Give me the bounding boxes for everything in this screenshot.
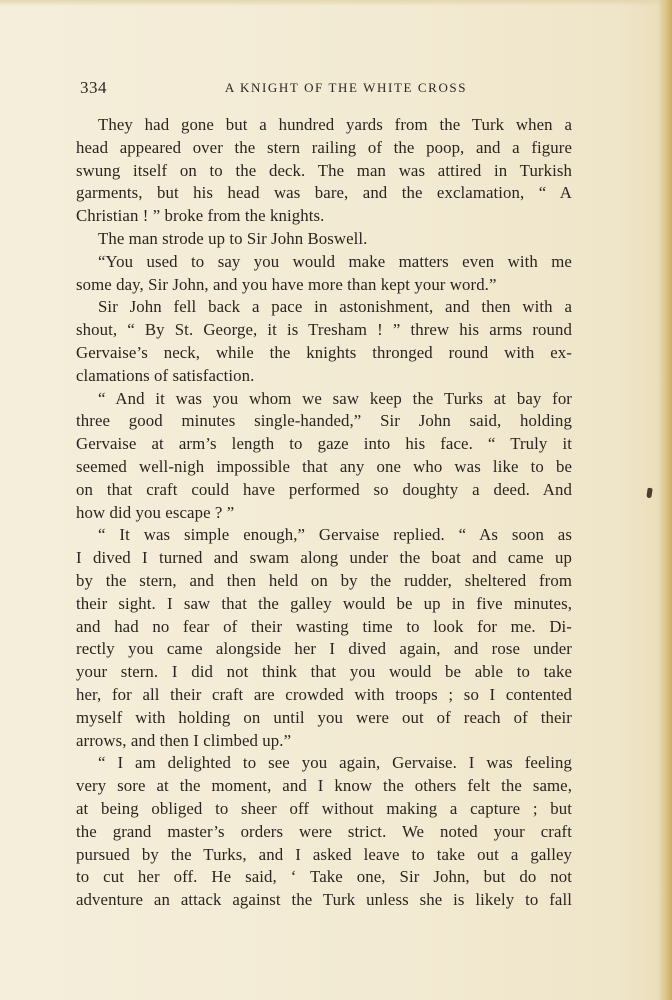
text-line: The man strode up to Sir John Boswell. — [98, 228, 368, 248]
text-line: rectly you came alongside her I dived again, and rose under — [76, 639, 572, 659]
running-title: A KNIGHT OF THE WHITE CROSS — [224, 80, 468, 95]
text-line: “ I am delighted to see you again, Gervaise. I was feeling — [98, 753, 572, 773]
text-line: head appeared over the stern railing of the poop, and a figure — [76, 137, 572, 157]
text-line: the grand master’s orders were strict. We noted your craft — [76, 821, 572, 841]
text-line: on that craft could have performed so doughty a deed. And — [76, 479, 572, 499]
text-line: adventure an attack against the Turk unless she is likely to fall — [76, 890, 572, 910]
text-line: their sight. I saw that the galley would be up in five minutes, — [76, 593, 572, 613]
running-header — [80, 78, 572, 100]
text-line: They had gone but a hundred yards from the Turk when a — [98, 115, 572, 134]
text-line: “ It was simple enough,” Gervaise replied. “ As soon as — [98, 525, 572, 545]
text-line: some day, Sir John, and you have more than kept your word.” — [76, 274, 497, 294]
text-line: by the stern, and then held on by the rudder, sheltered from — [76, 570, 572, 590]
text-line: clamations of satisfaction. — [76, 365, 255, 385]
text-line: three good minutes single-handed,” Sir John said, holding — [76, 411, 572, 431]
page-number: 334 — [80, 78, 107, 97]
text-line: arrows, and then I climbed up.” — [76, 730, 292, 750]
text-line: her, for all their craft are crowded with troops ; so I contented — [76, 684, 572, 704]
text-line: seemed well-nigh impossible that any one who was like to be — [76, 456, 572, 476]
text-line: Gervaise’s neck, while the knights thronged round with ex- — [76, 342, 572, 362]
text-line: and had no fear of their wasting time to look for me. Di- — [76, 616, 572, 636]
margin-ink-mark — [646, 488, 652, 499]
text-line: Christian ! ” broke from the knights. — [76, 206, 325, 226]
page-top-edge — [0, 0, 672, 6]
text-line: Gervaise at arm’s length to gaze into his face. “ Truly it — [76, 434, 572, 454]
text-line: to cut her off. He said, ‘ Take one, Sir John, but do not — [76, 867, 572, 887]
text-line: Sir John fell back a pace in astonishment, and then with a — [98, 297, 572, 317]
text-line: I dived I turned and swam along under the boat and came up — [76, 548, 572, 568]
text-line: very sore at the moment, and I know the others felt the same, — [76, 776, 572, 796]
text-line: at being obliged to sheer off without making a capture ; but — [76, 798, 572, 818]
text-line: pursued by the Turks, and I asked leave to take out a galley — [76, 844, 572, 864]
text-line: “You used to say you would make matters even with me — [98, 251, 572, 271]
text-line: garments, but his head was bare, and the exclamation, “ A — [76, 183, 572, 203]
text-line: myself with holding on until you were out of reach of their — [76, 707, 572, 727]
page-spine-shadow — [658, 0, 672, 1000]
text-line: shout, “ By St. George, it is Tresham ! ” threw his arms round — [76, 320, 572, 340]
body-text — [76, 114, 572, 912]
text-line: your stern. I did not think that you would be able to take — [76, 662, 572, 682]
text-line: how did you escape ? ” — [76, 502, 235, 522]
text-line: “ And it was you whom we saw keep the Turks at bay for — [98, 388, 572, 408]
text-line: swung itself on to the deck. The man was attired in Turkish — [76, 160, 572, 180]
